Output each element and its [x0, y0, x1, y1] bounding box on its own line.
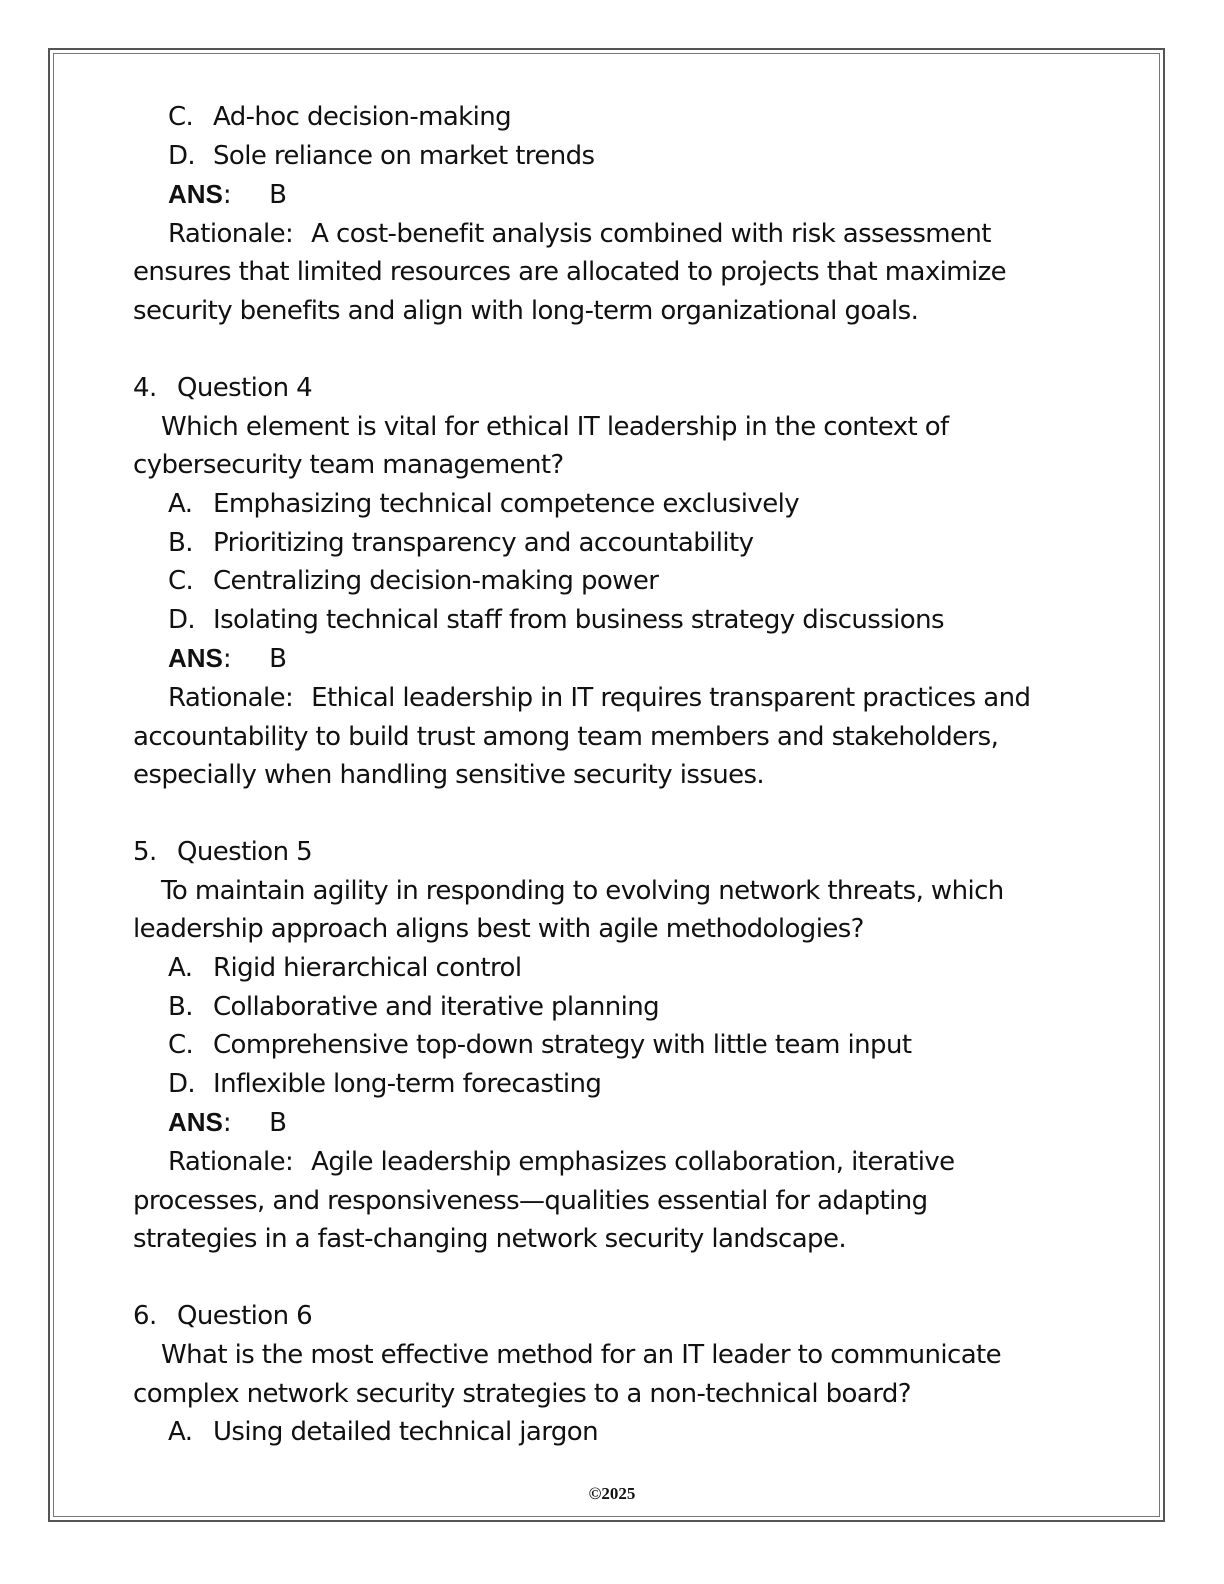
rationale-line: accountability to build trust among team members and stakeholders,	[133, 721, 999, 752]
answer-line: ANS: B	[133, 175, 1093, 215]
question-stem: Which element is vital for ethical IT leadership in the context of	[161, 411, 949, 442]
rationale-line: especially when handling sensitive security issues.	[133, 760, 765, 791]
question-4	[133, 369, 1093, 795]
ans-label: ANS	[168, 643, 223, 674]
question-heading: 5. Question 5	[133, 837, 313, 868]
rationale: Rationale: A cost-benefit analysis combined with risk assessment	[168, 218, 991, 249]
rationale-label: Rationale:	[168, 218, 294, 249]
rationale: Rationale: Ethical leadership in IT requires transparent practices and	[168, 682, 1031, 713]
rationale-line: ensures that limited resources are allocated to projects that maximize	[133, 257, 1007, 288]
answer-value: B	[269, 180, 287, 211]
rationale-line: processes, and responsiveness—qualities essential for adapting	[133, 1185, 928, 1216]
option-a: A. Emphasizing technical competence exclusively	[168, 488, 800, 519]
answer-line: ANS: B	[133, 639, 1093, 679]
option-d: D. Sole reliance on market trends	[168, 140, 595, 171]
rationale: Rationale: Agile leadership emphasizes collaboration, iterative	[168, 1147, 955, 1178]
option-b: B. Prioritizing transparency and accountability	[168, 527, 754, 558]
option-c: C. Ad-hoc decision-making	[168, 102, 512, 132]
copyright-footer: ©2025	[588, 1484, 636, 1503]
option-a: A. Using detailed technical jargon	[168, 1417, 598, 1448]
question-stem: To maintain agility in responding to evolving network threats, which	[161, 875, 1004, 906]
question-5	[133, 833, 1093, 1259]
option-c: C. Comprehensive top-down strategy with little team input	[168, 1030, 912, 1061]
question-stem: What is the most effective method for an IT leader to communicate	[161, 1340, 1002, 1370]
question-heading: 6. Question 6	[133, 1301, 313, 1332]
question-stem: leadership approach aligns best with agile methodologies?	[133, 914, 864, 945]
question-heading: 4. Question 4	[133, 373, 313, 404]
option-b: B. Collaborative and iterative planning	[168, 991, 660, 1022]
option-d: D. Isolating technical staff from business strategy discussions	[168, 604, 944, 635]
ans-label: ANS	[168, 179, 223, 210]
answer-line: ANS: B	[133, 1103, 1093, 1143]
rationale-line: security benefits and align with long-term organizational goals.	[133, 295, 919, 326]
question-6	[133, 1297, 1093, 1451]
answer-value: B	[269, 1108, 287, 1139]
question-stem: complex network security strategies to a non-technical board?	[133, 1378, 911, 1409]
answer-value: B	[269, 644, 287, 675]
rationale-label: Rationale:	[168, 1147, 294, 1178]
rationale-line: strategies in a fast-changing network security landscape.	[133, 1224, 847, 1255]
document-body	[133, 98, 1093, 1452]
option-a: A. Rigid hierarchical control	[168, 953, 522, 984]
option-c: C. Centralizing decision-making power	[168, 566, 659, 597]
carryover-block	[133, 98, 1093, 331]
option-d: D. Inflexible long-term forecasting	[168, 1068, 602, 1099]
rationale-label: Rationale:	[168, 682, 294, 713]
ans-label: ANS	[168, 1107, 223, 1138]
question-stem: cybersecurity team management?	[133, 450, 564, 481]
